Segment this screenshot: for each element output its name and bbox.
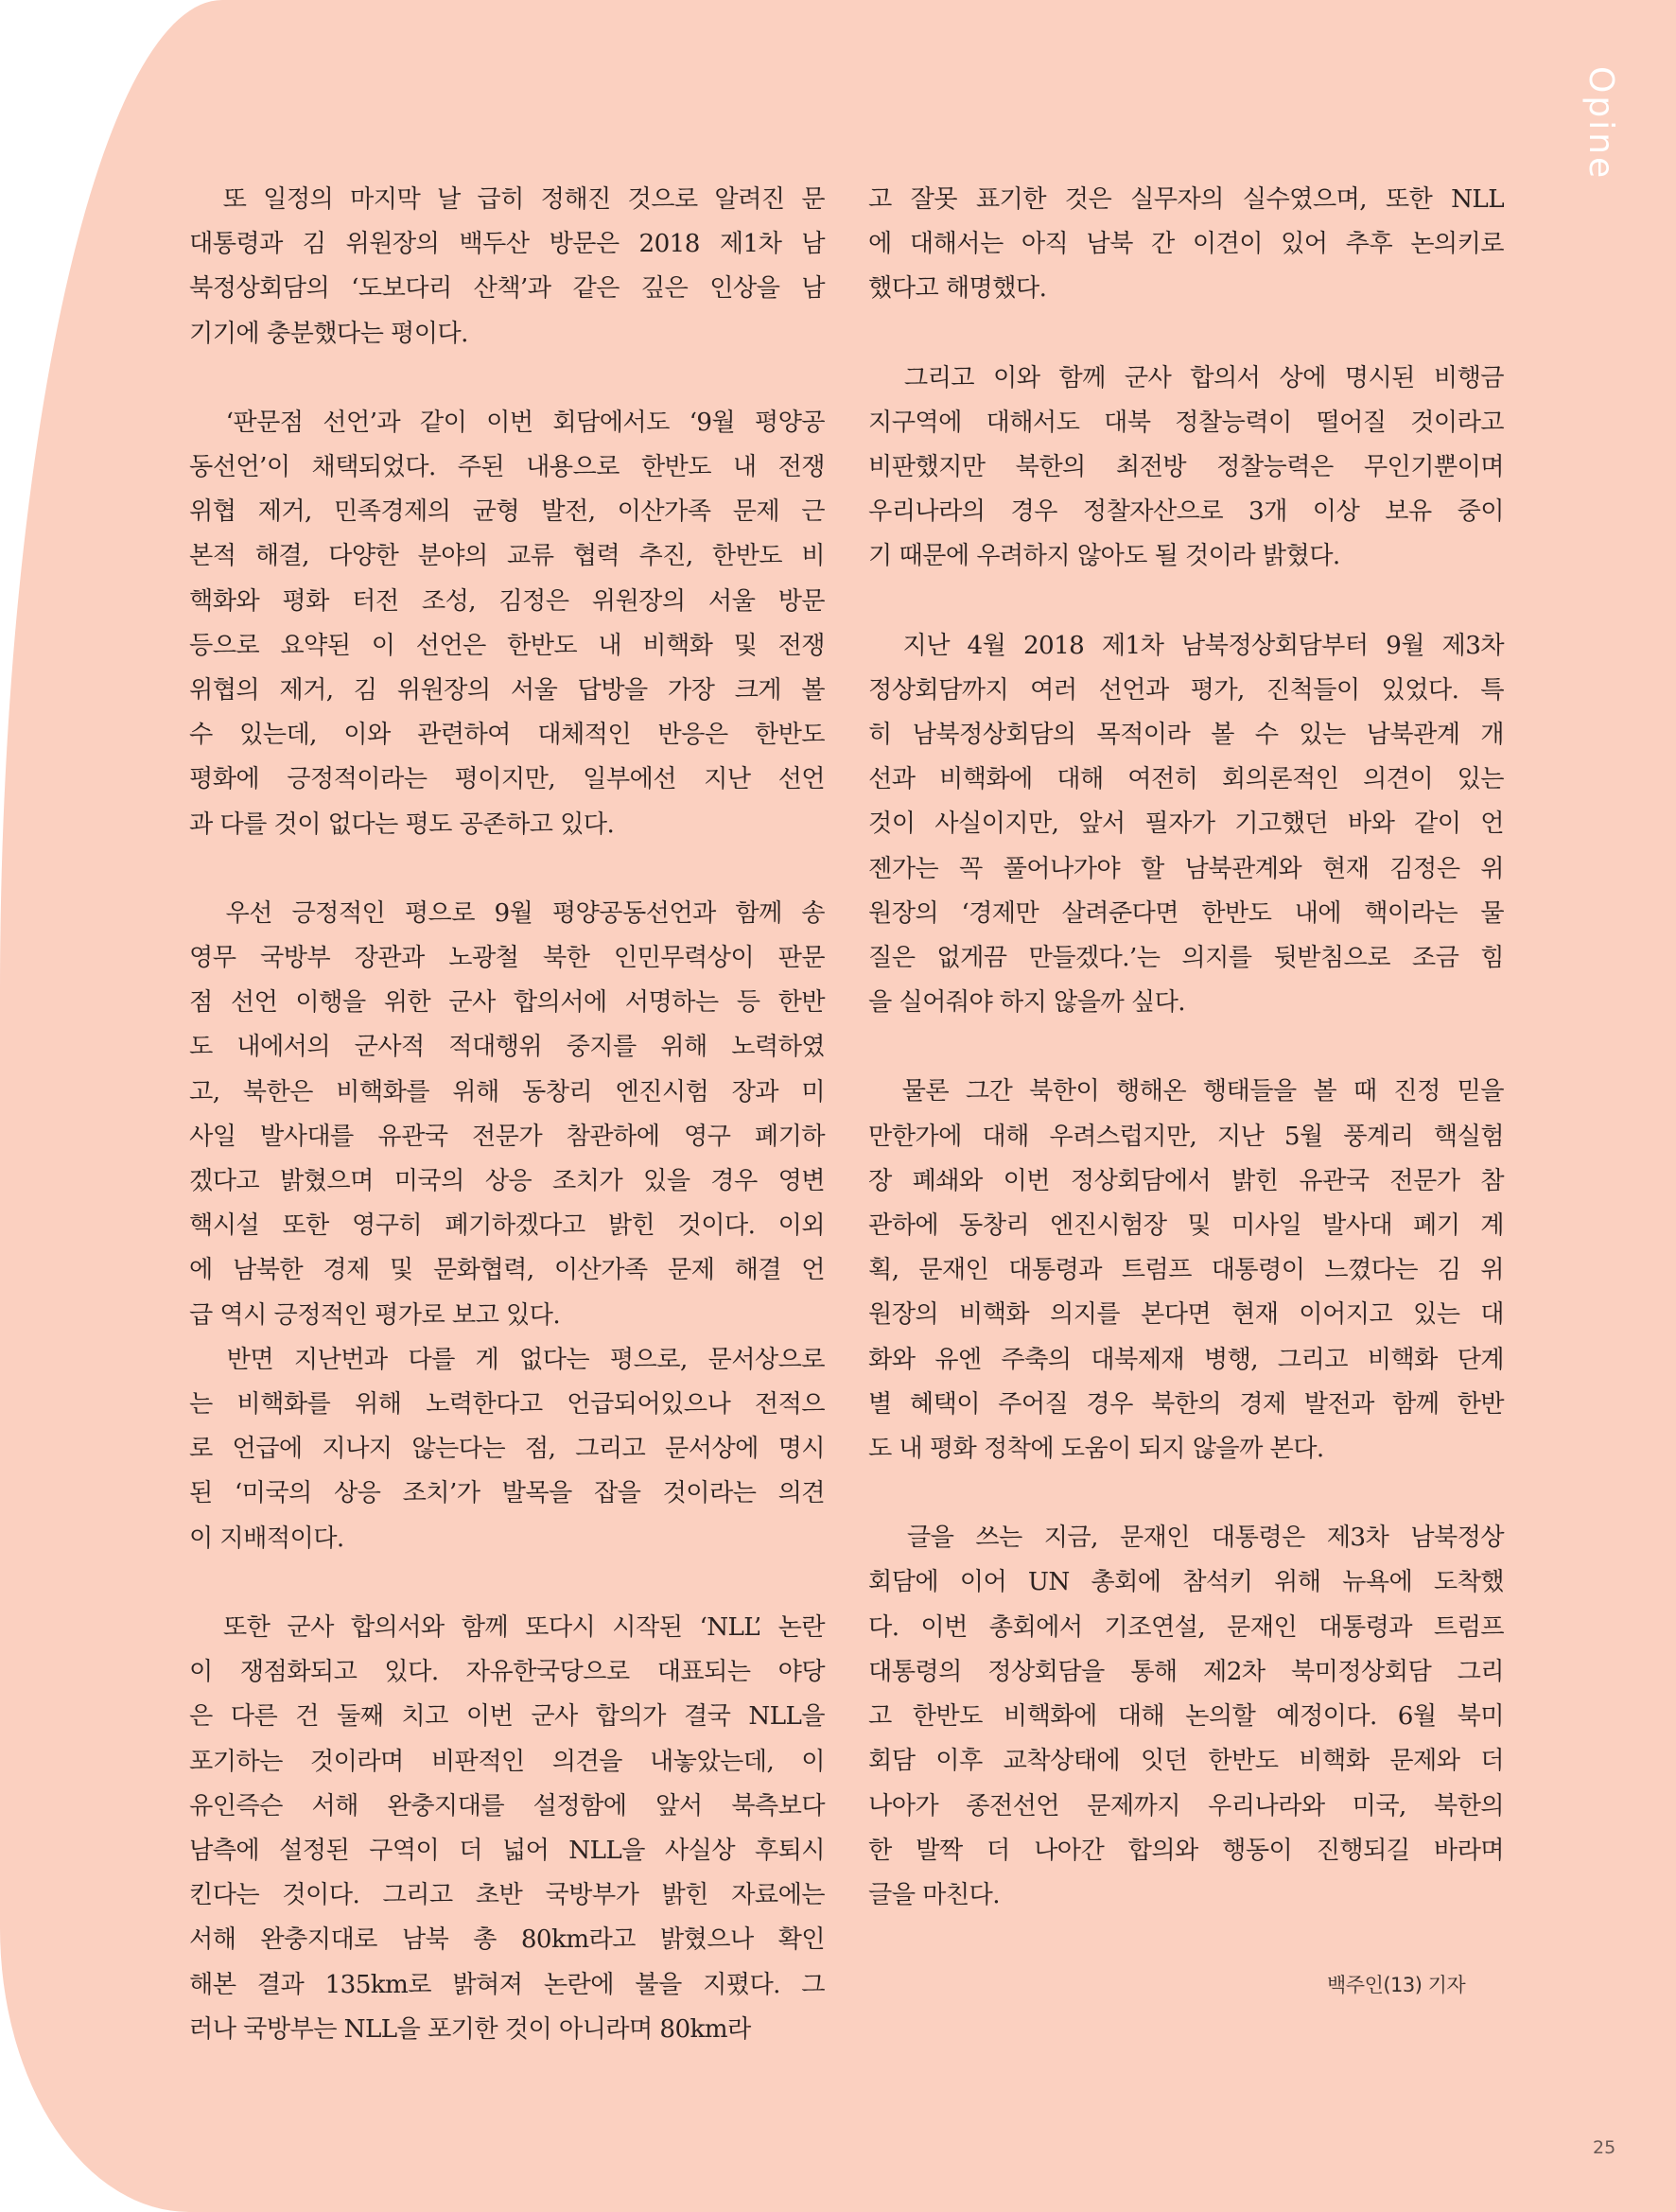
text-line: 대통령과 김 위원장의 백두산 방문은 2018 제1차 남 — [189, 230, 825, 259]
text-line: 우선 긍정적인 평으로 9월 평양공동선언과 함께 송 — [189, 898, 825, 928]
text-line: 다. 이번 총회에서 기조연설, 문재인 대통령과 트럼프 — [868, 1612, 1504, 1642]
text-line: 관하에 동창리 엔진시험장 및 미사일 발사대 폐기 계 — [868, 1211, 1504, 1241]
text-line: 고, 북한은 비핵화를 위해 동창리 엔진시험 장과 미 — [189, 1077, 825, 1106]
text-line: 북정상회담의 ‘도보다리 산책’과 같은 깊은 인상을 남 — [189, 274, 825, 304]
text-line: 지난 4월 2018 제1차 남북정상회담부터 9월 제3차 — [868, 631, 1504, 660]
text-line: 위협의 제거, 김 위원장의 서울 답방을 가장 크게 볼 — [189, 676, 825, 705]
article-column-left — [189, 178, 825, 2052]
text-line: 본적 해결, 다양한 분야의 교류 협력 추진, 한반도 비 — [189, 542, 825, 571]
text-line: 도 내 평화 정착에 도움이 되지 않을까 본다. — [868, 1435, 1324, 1464]
article-paragraph — [868, 1516, 1504, 1918]
text-line: 그리고 이와 함께 군사 합의서 상에 명시된 비행금 — [868, 363, 1504, 392]
text-line: 글을 쓰는 지금, 문재인 대통령은 제3차 남북정상 — [868, 1524, 1504, 1553]
text-line: 또한 군사 합의서와 함께 또다시 시작된 ‘NLL’ 논란 — [189, 1612, 825, 1642]
text-line: 점 선언 이행을 위한 군사 합의서에 서명하는 등 한반 — [189, 988, 825, 1018]
text-line: 고 잘못 표기한 것은 실무자의 실수였으며, 또한 NLL — [868, 185, 1504, 214]
text-line: 글을 마친다. — [868, 1880, 1000, 1909]
article-column-right — [868, 178, 1504, 1918]
text-line: 위협 제거, 민족경제의 균형 발전, 이산가족 문제 근 — [189, 497, 825, 527]
text-line: 해본 결과 135km로 밝혀져 논란에 불을 지폈다. 그 — [189, 1970, 825, 1999]
text-line: 선과 비핵화에 대해 여전히 회의론적인 의견이 있는 — [868, 765, 1504, 794]
text-line: 포기하는 것이라며 비판적인 의견을 내놓았는데, 이 — [189, 1747, 825, 1776]
text-line: 로 언급에 지나지 않는다는 점, 그리고 문서상에 명시 — [189, 1435, 825, 1464]
text-line: 은 다른 건 둘째 치고 이번 군사 합의가 결국 NLL을 — [189, 1702, 825, 1732]
text-line: 에 대해서는 아직 남북 간 이견이 있어 추후 논의키로 — [868, 230, 1504, 259]
text-line: 이 쟁점화되고 있다. 자유한국당으로 대표되는 야당 — [189, 1658, 825, 1687]
text-line: 기 때문에 우려하지 않아도 될 것이라 밝혔다. — [868, 542, 1340, 571]
article-paragraph — [868, 1070, 1504, 1472]
text-line: 비판했지만 북한의 최전방 정찰능력은 무인기뿐이며 — [868, 453, 1504, 482]
page-number: 25 — [1593, 2137, 1616, 2158]
text-line: 이 지배적이다. — [189, 1524, 344, 1553]
text-line: 지구역에 대해서도 대북 정찰능력이 떨어질 것이라고 — [868, 408, 1504, 437]
text-line: 러나 국방부는 NLL을 포기한 것이 아니라며 80km라 — [189, 2014, 751, 2044]
text-line: 장 폐쇄와 이번 정상회담에서 밝힌 유관국 전문가 참 — [868, 1166, 1504, 1195]
text-line: 킨다는 것이다. 그리고 초반 국방부가 밝힌 자료에는 — [189, 1881, 825, 1910]
text-line: 히 남북정상회담의 목적이라 볼 수 있는 남북관계 개 — [868, 721, 1504, 750]
text-line: 에 남북한 경제 및 문화협력, 이산가족 문제 해결 언 — [189, 1256, 825, 1285]
text-line: 남측에 설정된 구역이 더 넓어 NLL을 사실상 후퇴시 — [189, 1836, 825, 1865]
author-byline: 백주인(13) 기자 — [1327, 1974, 1466, 1996]
text-line: 핵화와 평화 터전 조성, 김정은 위원장의 서울 방문 — [189, 586, 825, 616]
article-paragraph — [189, 892, 825, 1338]
text-line: 급 역시 긍정적인 평가로 보고 있다. — [189, 1300, 561, 1330]
text-line: 된 ‘미국의 상응 조치’가 발목을 잡을 것이라는 의견 — [189, 1479, 825, 1508]
text-line: 우리나라의 경우 정찰자산으로 3개 이상 보유 중이 — [868, 497, 1504, 527]
article-paragraph — [189, 401, 825, 847]
article-paragraph — [868, 357, 1504, 580]
text-line: 기기에 충분했다는 평이다. — [189, 319, 468, 348]
article-paragraph — [189, 178, 825, 357]
text-line: ‘판문점 선언’과 같이 이번 회담에서도 ‘9월 평양공 — [189, 408, 825, 437]
text-line: 등으로 요약된 이 선언은 한반도 내 비핵화 및 전쟁 — [189, 631, 825, 660]
text-line: 도 내에서의 군사적 적대행위 중지를 위해 노력하였 — [189, 1033, 825, 1062]
text-line: 나아가 종전선언 문제까지 우리나라와 미국, 북한의 — [868, 1791, 1504, 1820]
text-line: 고 한반도 비핵화에 대해 논의할 예정이다. 6월 북미 — [868, 1702, 1504, 1732]
text-line: 원장의 비핵화 의지를 본다면 현재 이어지고 있는 대 — [868, 1300, 1504, 1330]
text-line: 대통령의 정상회담을 통해 제2차 북미정상회담 그리 — [868, 1657, 1504, 1686]
text-line: 평화에 긍정적이라는 평이지만, 일부에선 지난 선언 — [189, 765, 825, 794]
text-line: 는 비핵화를 위해 노력한다고 언급되어있으나 전적으 — [189, 1390, 825, 1420]
text-line: 유인즉슨 서해 완충지대를 설정함에 앞서 북측보다 — [189, 1791, 825, 1820]
text-line: 젠가는 꼭 풀어나가야 할 남북관계와 현재 김정은 위 — [868, 854, 1504, 883]
article-paragraph — [189, 1606, 825, 2052]
text-line: 서해 완충지대로 남북 총 80km라고 밝혔으나 확인 — [189, 1925, 825, 1955]
text-line: 원장의 ‘경제만 살려준다면 한반도 내에 핵이라는 물 — [868, 898, 1504, 928]
text-line: 회담 이후 교착상태에 잇던 한반도 비핵화 문제와 더 — [868, 1747, 1504, 1776]
text-line: 을 실어줘야 하지 않을까 싶다. — [868, 988, 1185, 1018]
text-line: 별 혜택이 주어질 경우 북한의 경제 발전과 함께 한반 — [868, 1389, 1504, 1419]
text-line: 영무 국방부 장관과 노광철 북한 인민무력상이 판문 — [189, 944, 825, 973]
text-line: 것이 사실이지만, 앞서 필자가 기고했던 바와 같이 언 — [868, 810, 1504, 839]
text-line: 과 다를 것이 없다는 평도 공존하고 있다. — [189, 810, 615, 839]
section-label: Opine — [1581, 66, 1620, 182]
text-line: 했다고 해명했다. — [868, 274, 1047, 304]
text-line: 동선언’이 채택되었다. 주된 내용으로 한반도 내 전쟁 — [189, 453, 825, 482]
text-line: 질은 없게끔 만들겠다.’는 의지를 뒷받침으로 조금 힘 — [868, 944, 1504, 973]
article-paragraph — [868, 624, 1504, 1026]
text-line: 핵시설 또한 영구히 폐기하겠다고 밝힌 것이다. 이외 — [189, 1211, 825, 1241]
article-paragraph — [189, 1338, 825, 1561]
text-line: 사일 발사대를 유관국 전문가 참관하에 영구 폐기하 — [189, 1122, 825, 1151]
text-line: 물론 그간 북한이 행해온 행태들을 볼 때 진정 믿을 — [868, 1077, 1504, 1106]
text-line: 겠다고 밝혔으며 미국의 상응 조치가 있을 경우 영변 — [189, 1167, 825, 1196]
text-line: 한 발짝 더 나아간 합의와 행동이 진행되길 바라며 — [868, 1836, 1504, 1865]
text-line: 또 일정의 마지막 날 급히 정해진 것으로 알려진 문 — [189, 185, 825, 214]
text-line: 회담에 이어 UN 총회에 참석키 위해 뉴욕에 도착했 — [868, 1568, 1504, 1597]
text-line: 반면 지난번과 다를 게 없다는 평으로, 문서상으로 — [189, 1345, 825, 1374]
text-line: 정상회담까지 여러 선언과 평가, 진척들이 있었다. 특 — [868, 675, 1504, 705]
text-line: 획, 문재인 대통령과 트럼프 대통령이 느꼈다는 김 위 — [868, 1256, 1504, 1285]
text-line: 만한가에 대해 우려스럽지만, 지난 5월 풍계리 핵실험 — [868, 1122, 1504, 1151]
text-line: 수 있는데, 이와 관련하여 대체적인 반응은 한반도 — [189, 721, 825, 750]
text-line: 화와 유엔 주축의 대북제재 병행, 그리고 비핵화 단계 — [868, 1345, 1504, 1374]
article-paragraph — [868, 178, 1504, 312]
